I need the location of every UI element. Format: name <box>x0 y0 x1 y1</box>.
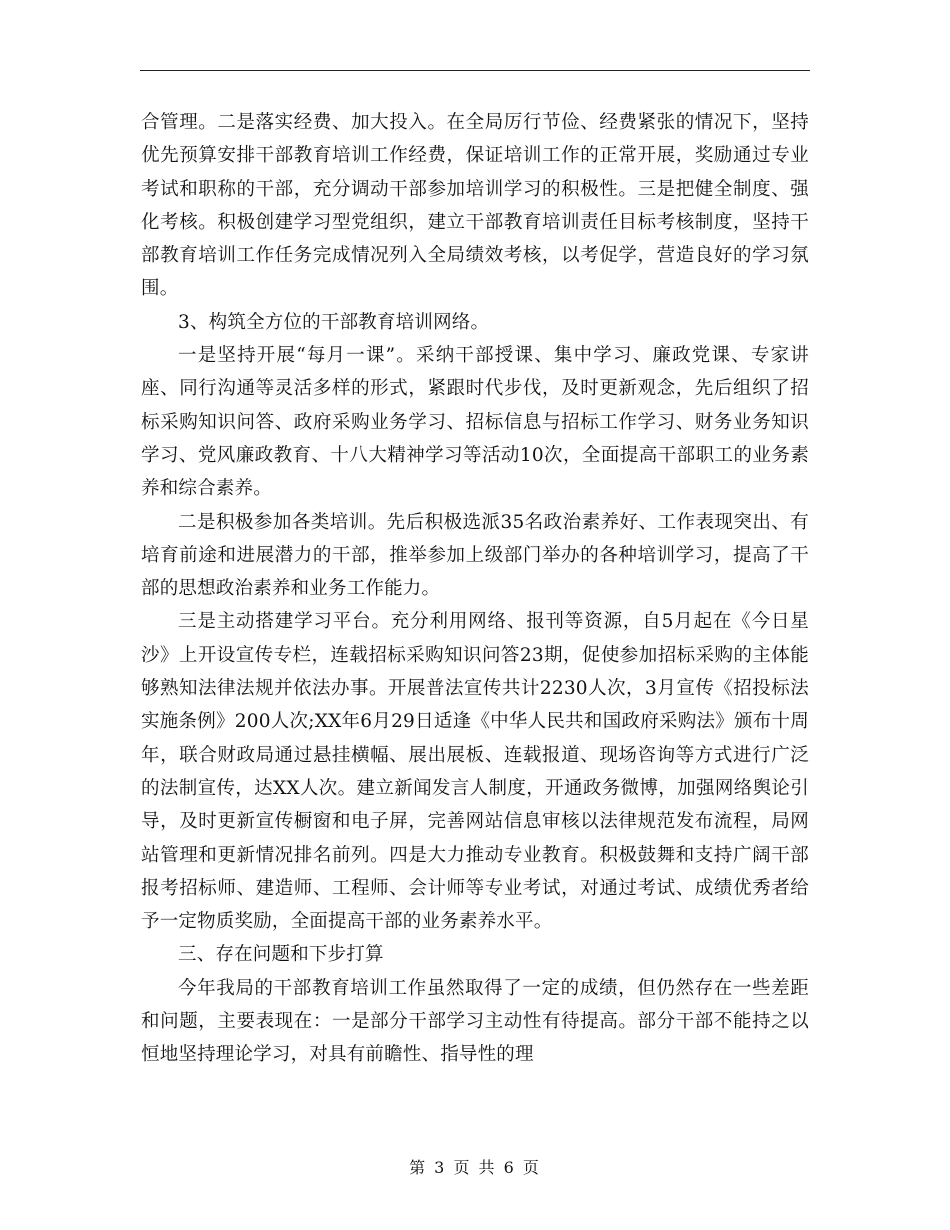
paragraph: 三是主动搭建学习平台。充分利用网络、报刊等资源，自5月起在《今日星沙》上开设宣传专栏，连载招标采购知识问答23期，促使参加招标采购的主体能够熟知法律法规并依法办事。开展普法宣传共计2230人次，3月宣传《招投标法实施条例》200人次;XX年6月29日适逢《中华人民共和国政府采购法》颁布十周年，联合财政局通过悬挂横幅、展出展板、连载报道、现场咨询等方式进行广泛的法制宣传，达XX人次。建立新闻发言人制度，开通政务微博，加强网络舆论引导，及时更新宣传橱窗和电子屏，完善网站信息审核以法律规范发布流程，局网站管理和更新情况排名前列。四是大力推动专业教育。积极鼓舞和支持广阔干部报考招标师、建造师、工程师、会计师等专业考试，对通过考试、成绩优秀者给予一定物质奖励，全面提高干部的业务素养水平。 <box>141 611 809 933</box>
paragraph: 今年我局的干部教育培训工作虽然取得了一定的成绩，但仍然存在一些差距和问题，主要表现在：一是部分干部学习主动性有待提高。部分干部不能持之以恒地坚持理论学习，对具有前瞻性、指导性的理 <box>141 977 809 1066</box>
paragraph: 合管理。二是落实经费、加大投入。在全局厉行节俭、经费紧张的情况下，坚持优先预算安排干部教育培训工作经费，保证培训工作的正常开展，奖励通过专业考试和职称的干部，充分调动干部参加培训学习的积极性。三是把健全制度、强化考核。积极创建学习型党组织，建立干部教育培训责任目标考核制度，坚持干部教育培训工作任务完成情况列入全局绩效考核，以考促学，营造良好的学习氛围。 <box>141 112 809 300</box>
section-heading: 3、构筑全方位的干部教育培训网络。 <box>178 311 490 333</box>
page-number-footer: 第 3 页 共 6 页 <box>409 1158 541 1177</box>
header-rule <box>140 70 810 71</box>
paragraph: 二是积极参加各类培训。先后积极选派35名政治素养好、工作表现突出、有培育前途和进展潜力的干部，推举参加上级部门举办的各种培训学习，提高了干部的思想政治素养和业务工作能力。 <box>141 511 809 600</box>
body-text <box>141 106 809 1072</box>
paragraph: 一是坚持开展“每月一课”。采纳干部授课、集中学习、廉政党课、专家讲座、同行沟通等灵活多样的形式，紧跟时代步伐，及时更新观念，先后组织了招标采购知识问答、政府采购业务学习、招标信息与招标工作学习、财务业务知识学习、党风廉政教育、十八大精神学习等活动10次，全面提高干部职工的业务素养和综合素养。 <box>141 345 809 500</box>
section-heading: 三、存在问题和下步打算 <box>178 944 384 966</box>
